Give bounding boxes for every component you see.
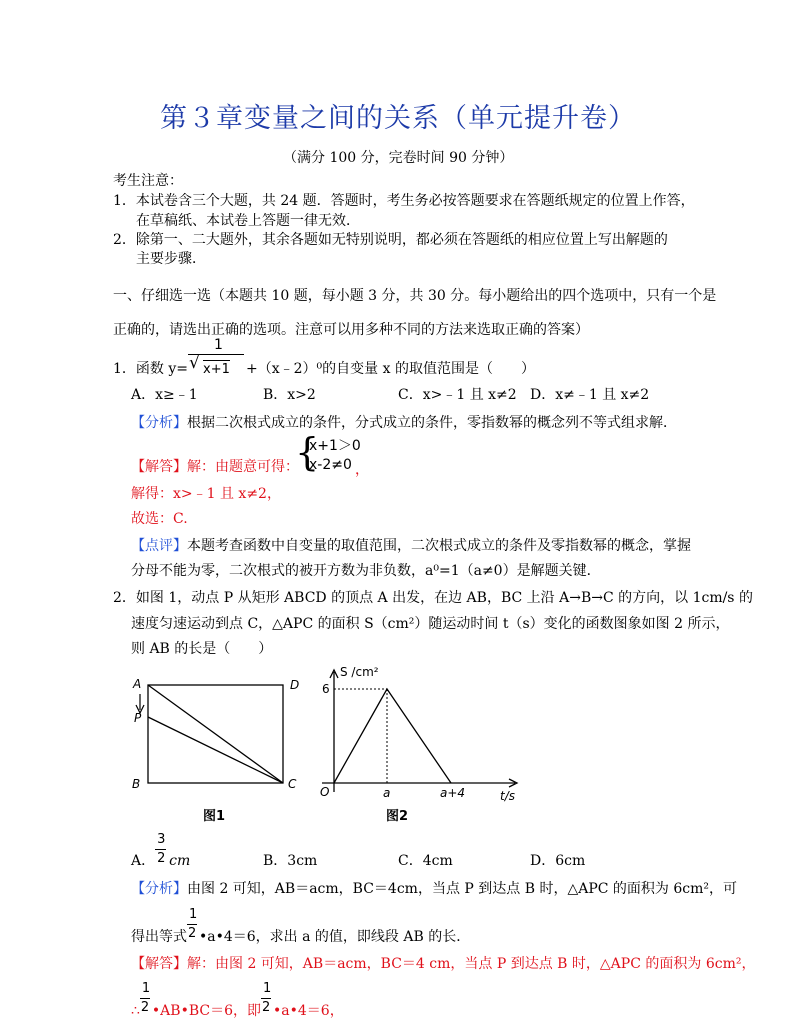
question-2-option-d[interactable]: D．6cm	[530, 853, 586, 869]
x-axis-label: t/s	[500, 789, 515, 803]
fraction-numerator: 1	[214, 337, 223, 353]
x-tick-a: a	[383, 786, 391, 800]
figure-1-caption: 图1	[203, 809, 226, 824]
question-1-comment: 【点评】本题考查函数中自变量的取值范围，二次根式成立的条件及零指数幂的概念，掌握	[131, 538, 691, 554]
area-graph-line	[334, 689, 451, 783]
question-2-final: ∴ $\frac{1}{2}$ •AB•BC＝6，即 $\frac{1}{2}$ •a•4＝6，	[131, 981, 344, 1019]
question-2-analysis-cont: 得出等式 $\frac{1}{2}$ •a•4＝6，求出 a 的值，即线段 AB 的长．	[131, 907, 471, 945]
figure-2-caption: 图2	[386, 809, 409, 824]
notice-heading: 考生注意：	[113, 173, 183, 189]
question-2-stem-cont-2: 则 AB 的长是（ ）	[131, 641, 273, 657]
label-d: D	[290, 678, 300, 692]
question-2-answer: 【解答】解：由图 2 可知，AB＝acm，BC＝4 cm，当点 P 到达点 B 时，△APC 的面积为 6cm²，	[131, 956, 756, 972]
radical-fraction	[188, 337, 246, 378]
question-1-option-c[interactable]: C．x>﹣1 且 x≠2	[398, 387, 517, 403]
page-subtitle: （满分 100 分，完卷时间 90 分钟）	[283, 150, 514, 166]
question-2-stem-cont-1: 速度匀速运动到点 C，△APC 的面积 S（cm²）随运动时间 t（s）变化的函数图象如图 2 所示，	[131, 616, 730, 632]
section-1-instructions-cont: 正确的，请选出正确的选项。注意可以用多种不同的方法来选取正确的答案）	[113, 322, 589, 338]
fraction-three-halves: $\frac{3}{2}$	[157, 832, 166, 866]
question-1-option-d[interactable]: D．x≠﹣1 且 x≠2	[530, 387, 650, 403]
question-1-answer: 【解答】解：由题意可得：	[131, 459, 299, 475]
label-b: B	[132, 777, 141, 791]
question-1-solve: 解得：x>﹣1 且 x≠2，	[131, 486, 281, 502]
origin-label: O	[320, 785, 330, 799]
segment-pc	[148, 717, 283, 783]
fraction-half: $\frac{1}{2}$	[262, 981, 272, 1015]
question-2-option-c[interactable]: C．4cm	[398, 853, 453, 869]
x-tick-a-plus-4: a+4	[440, 786, 466, 800]
question-1-option-b[interactable]: B．x>2	[263, 387, 316, 403]
section-1-instructions: 一、仔细选一选（本题共 10 题，每小题 3 分，共 30 分。每小题给出的四个选项中，只有一个是	[113, 288, 717, 304]
y-tick-6: 6	[322, 682, 330, 696]
question-2-option-b[interactable]: B．3cm	[263, 853, 318, 869]
y-axis-label: S /cm²	[340, 665, 379, 679]
fraction-half: $\frac{1}{2}$	[188, 907, 198, 941]
question-2-stem: 2．如图 1，动点 P 从矩形 ABCD 的顶点 A 出发，在边 AB，BC 上沿 A→B→C 的方向，以 1cm/s 的	[113, 590, 753, 606]
label-a: A	[133, 677, 142, 691]
notice-item-2-cont: 主要步骤．	[136, 251, 206, 267]
segment-ac	[148, 685, 283, 783]
label-c: C	[288, 777, 297, 791]
question-2-analysis: 【分析】由图 2 可知，AB＝acm，BC＝4cm，当点 P 到达点 B 时，△APC 的面积为 6cm²，可	[131, 881, 738, 897]
system-line-2: x-2≠0	[309, 457, 352, 473]
notice-item-2: 2．除第一、二大题外，其余各题如无特别说明，都必须在答题纸的相应位置上写出解题的	[113, 232, 668, 248]
fraction-half: $\frac{1}{2}$	[140, 981, 151, 1015]
question-1-comment-cont: 分母不能为零，二次根式的被开方数为非负数，a⁰=1（a≠0）是解题关键．	[131, 563, 601, 579]
question-1-option-a[interactable]: A．x≥﹣1	[131, 387, 198, 403]
system-line-1: x+1＞0	[309, 438, 361, 454]
label-p: P	[134, 711, 142, 725]
question-1-choice: 故选：C.	[131, 511, 188, 527]
page-title: 第３章变量之间的关系（单元提升卷）	[160, 103, 636, 134]
question-1-stem: 1．函数 y= 1 √ x+1 +（x﹣2）⁰的自变量 x 的取值范围是（ ）	[113, 337, 535, 377]
radicand: x+1	[203, 362, 230, 377]
notice-item-1: 1．本试卷含三个大题，共 24 题．答题时，考生务必按答题要求在答题纸规定的位置上作答，	[113, 193, 695, 209]
question-2-option-a[interactable]: A． $\frac{3}{2}$ cm	[131, 832, 191, 869]
figure-1-rectangle	[125, 670, 325, 830]
figure-2-graph	[310, 660, 530, 830]
question-1-analysis: 【分析】根据二次根式成立的条件，分式成立的条件，零指数幂的概念列不等式组求解．	[131, 415, 677, 431]
brace-icon: {	[295, 430, 320, 474]
notice-item-1-cont: 在草稿纸、本试卷上答题一律无效．	[136, 213, 360, 229]
sqrt-icon: √	[189, 353, 200, 373]
